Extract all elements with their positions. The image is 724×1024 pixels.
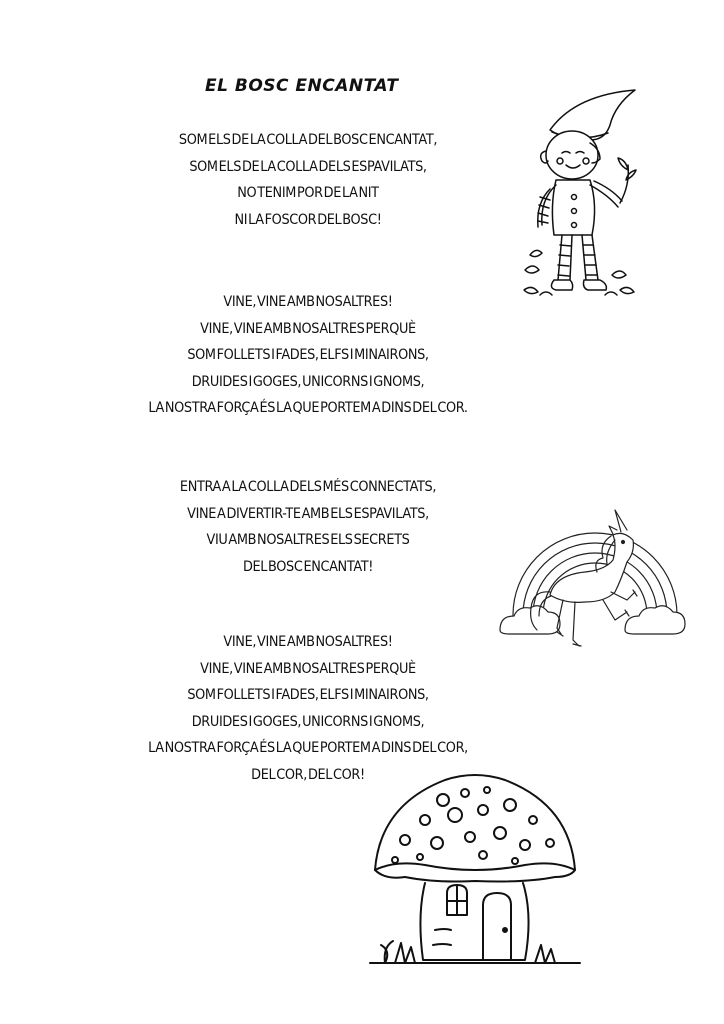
stanza-line: SOM ELS DE LA COLLA DEL BOSC ENCANTAT, — [178, 132, 438, 148]
stanza-line: VINE, VINE AMB NOSALTRES PERQUÈ — [200, 660, 416, 677]
unicorn-rainbow-illustration — [495, 500, 695, 665]
stanza-2 — [25, 289, 592, 422]
song-title: EL BOSC ENCANTAT — [205, 76, 399, 96]
stanza-line: LA NOSTRA FORÇA ÉS LA QUE PORTEM A DINS DEL COR, — [148, 740, 468, 756]
stanza-line: NO TENIM POR DE LA NIT — [237, 185, 379, 201]
stanza-line: VINE, VINE AMB NOSALTRES! — [223, 294, 393, 310]
stanza-line: ENTRA A LA COLLA DELS MÉS CONNECTATS, — [179, 479, 437, 495]
elf-gnome-illustration — [520, 85, 640, 305]
stanza-line: DEL BOSC ENCANTAT! — [242, 558, 374, 575]
stanza-line: SOM ELS DE LA COLLA DELS ESPAVILATS, — [189, 158, 427, 175]
stanza-line: DRUIDES I GOGES, UNICORNS I GNOMS, — [191, 373, 425, 390]
stanza-line: VINE A DIVERTIR-TE AMB ELS ESPAVILATS, — [187, 505, 429, 522]
stanza-line: VINE, VINE AMB NOSALTRES PERQUÈ — [200, 320, 416, 337]
stanza-line: DRUIDES I GOGES, UNICORNS I GNOMS, — [191, 713, 425, 730]
stanza-line: VIU AMB NOSALTRES ELS SECRETS — [206, 532, 410, 548]
stanza-line: DEL COR, DEL COR! — [251, 766, 365, 783]
stanza-line: LA NOSTRA FORÇA ÉS LA QUE PORTEM A DINS DEL COR. — [148, 400, 468, 416]
mushroom-house-illustration — [365, 765, 585, 975]
stanza-line: SOM FOLLETS I FADES, ELFS I MINAIRONS, — [187, 687, 429, 703]
stanza-1 — [25, 127, 592, 233]
stanza-line: NI LA FOSCOR DEL BOSC! — [234, 211, 382, 228]
stanza-line: SOM FOLLETS I FADES, ELFS I MINAIRONS, — [187, 347, 429, 363]
stanza-line: VINE, VINE AMB NOSALTRES! — [223, 634, 393, 650]
